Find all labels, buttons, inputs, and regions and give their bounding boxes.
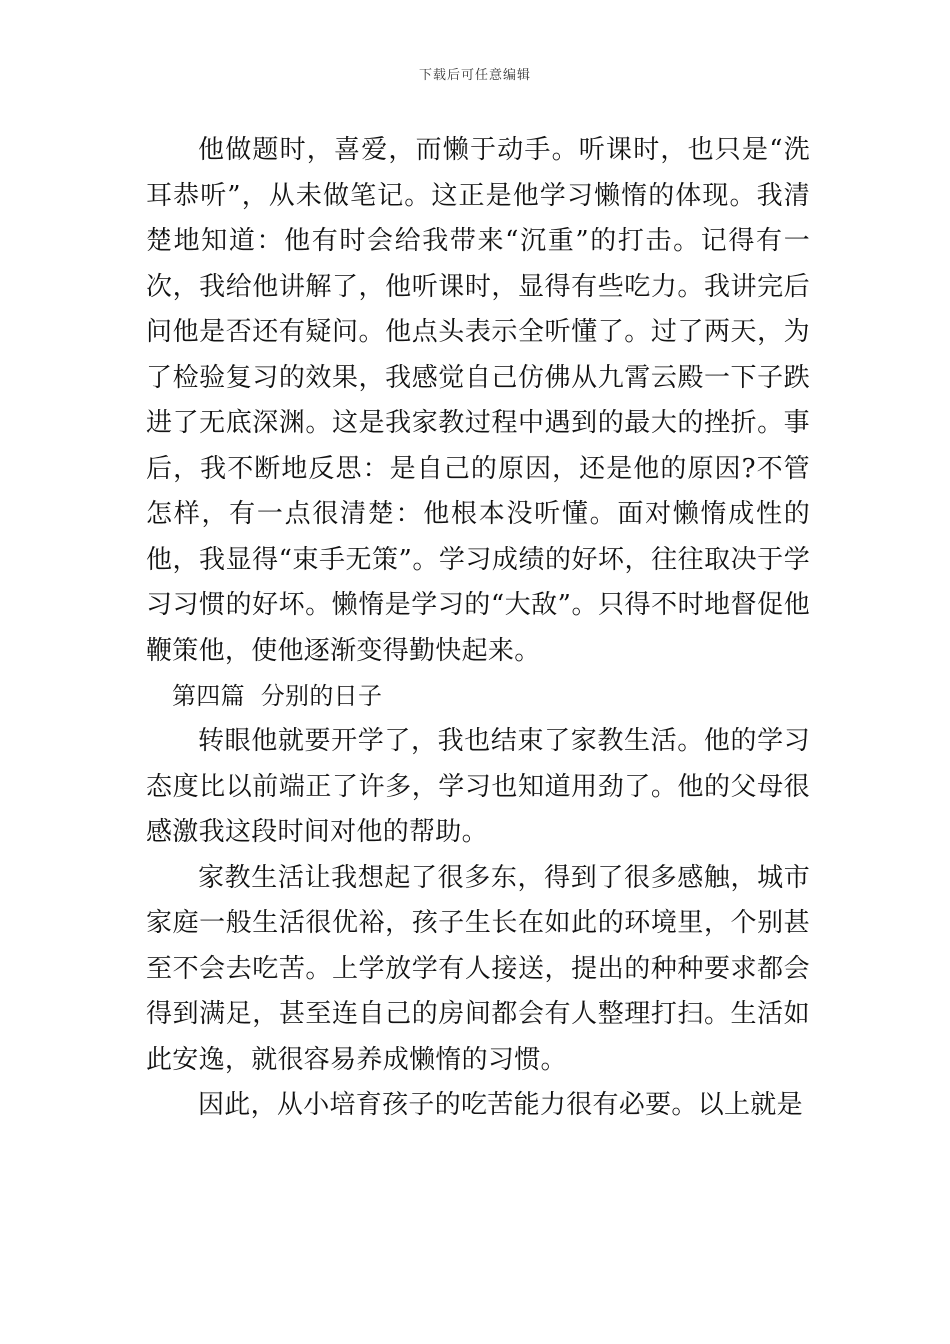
- paragraph-1: 他做题时，喜爱，而懒于动手。听课时，也只是“洗耳恭听”，从未做笔记。这正是他学习懒惰的体现。我清楚地知道：他有时会给我带来“沉重”的打击。记得有一次，我给他讲解了，他听课时，显得有些吃力。我讲完后问他是否还有疑问。他点头表示全听懂了。过了两天，为了检验复习的效果，我感觉自己仿佛从九霄云殿一下子跌进了无底深渊。这是我家教过程中遇到的最大的挫折。事后，我不断地反思：是自己的原因，还是他的原因?不管怎样，有一点很清楚：他根本没听懂。面对懒惰成性的他，我显得“束手无策”。学习成绩的好坏，往往取决于学习习惯的好坏。懒惰是学习的“大敌”。只得不时地督促他鞭策他，使他逐渐变得勤快起来。: [146, 135, 810, 666]
- paragraph-3: 家教生活让我想起了很多东，得到了很多感触，城市家庭一般生活很优裕，孩子生长在如此的环境里，个别甚至不会去吃苦。上学放学有人接送，提出的种种要求都会得到满足，甚至连自己的房间都会有人整理打扫。生活如此安逸，就很容易养成懒惰的习惯。: [146, 862, 810, 1075]
- document-body: [146, 128, 810, 1129]
- paragraph-4: 因此，从小培育孩子的吃苦能力很有必要。以上就是: [198, 1090, 803, 1120]
- page-header: 下载后可任意编辑: [418, 68, 531, 83]
- section-heading: 第四篇 分别的日子: [172, 682, 383, 710]
- paragraph-2: 转眼他就要开学了，我也结束了家教生活。他的学习态度比以前端正了许多，学习也知道用劲了。他的父母很感激我这段时间对他的帮助。: [146, 726, 810, 847]
